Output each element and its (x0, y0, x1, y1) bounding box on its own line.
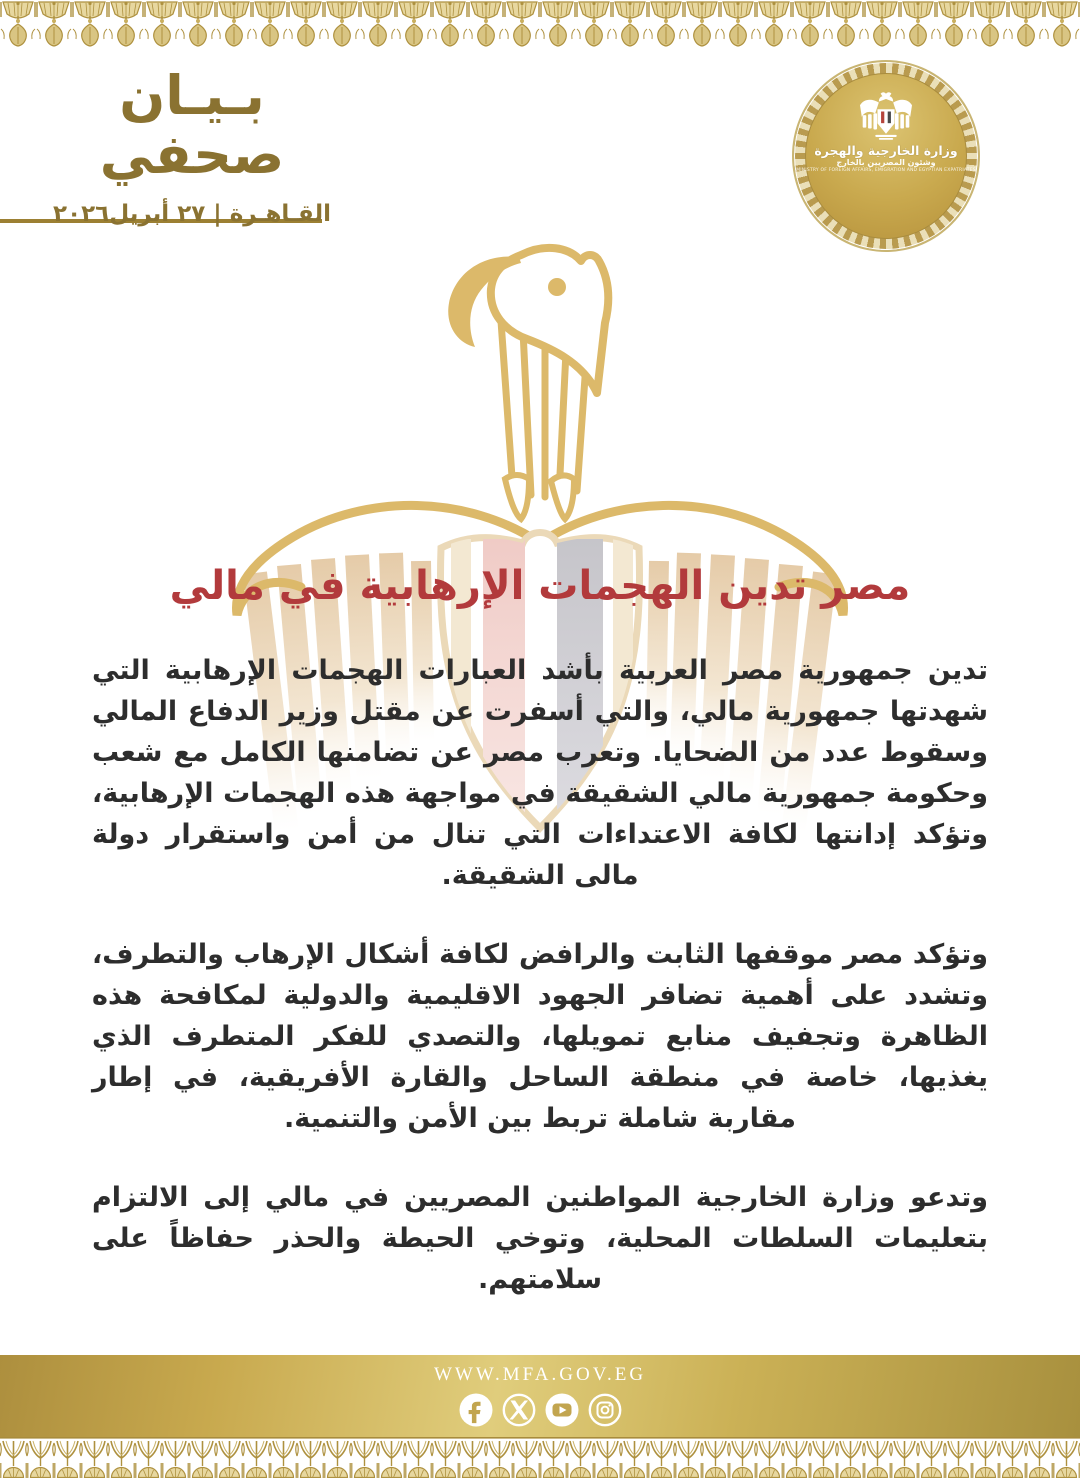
paragraph-1: تدين جمهورية مصر العربية بأشد العبارات الهجمات الإرهابية التي شهدتها جمهورية مالي، والتي أسفرت عن مقتل وزير الدفاع المالي وسقوط عدد من الضحايا. وتعرب مصر عن تضامنها الكامل مع شعب وحكومة جمهورية مالي الشقيقة في مواجهة هذه الهجمات الإرهابية، وتؤكد إدانتها لكافة الاعتداءات التي تنال من أمن واستقرار دولة مالى الشقيقة. (92, 655, 988, 891)
lotus-pattern-icon (0, 1437, 1080, 1478)
ministry-seal (792, 60, 980, 252)
egyptian-lotus-bottom-border (0, 1437, 1080, 1478)
statement-body (92, 650, 988, 1338)
location-date: القـاهـرة | ٢٧ أبريل٢٠٢٦ (53, 200, 331, 227)
egyptian-lotus-top-border (0, 0, 1080, 47)
seal-ministry-name-en: MINISTRY OF FOREIGN AFFAIRS, EMIGRATION AND EGYPTIAN EXPATRIATES (796, 168, 976, 174)
paragraph-2: وتؤكد مصر موقفها الثابت والرافض لكافة أشكال الإرهاب والتطرف، وتشدد على أهمية تضافر الجهود الاقليمية والدولية لمكافحة هذه الظاهرة وتجفيف منابع تمويلها، والتصدي للفكر المتطرف الذي يغذيها، خاصة في منطقة الساحل والقارة الأفريقية، في إطار مقاربة شاملة تربط بين الأمن والتنمية. (92, 939, 988, 1134)
egypt-eagle-emblem-icon (857, 90, 915, 142)
social-icons (458, 1392, 623, 1428)
x-icon[interactable] (501, 1392, 537, 1428)
seal-ministry-subtitle: وشئون المصريين بالخارج (836, 157, 936, 167)
seal-disc (796, 73, 976, 239)
header (42, 66, 342, 227)
instagram-icon[interactable] (587, 1392, 623, 1428)
press-statement-title: بـيـان صحفي (99, 64, 285, 187)
lotus-pattern-icon (0, 0, 1080, 47)
statement-title: مصر تدين الهجمات الإرهابية في مالي (169, 563, 911, 609)
footer-band (0, 1355, 1080, 1437)
facebook-icon[interactable] (458, 1392, 494, 1428)
youtube-icon[interactable] (544, 1392, 580, 1428)
website-link[interactable]: WWW.MFA.GOV.EG (433, 1364, 647, 1385)
paragraph-3: وتدعو وزارة الخارجية المواطنين المصريين في مالي إلى الالتزام بتعليمات السلطات المحلية، وتوخي الحيطة والحذر حفاظاً على سلامتهم. (92, 1182, 988, 1295)
seal-ministry-name: وزارة الخارجية والهجرة (814, 143, 958, 158)
